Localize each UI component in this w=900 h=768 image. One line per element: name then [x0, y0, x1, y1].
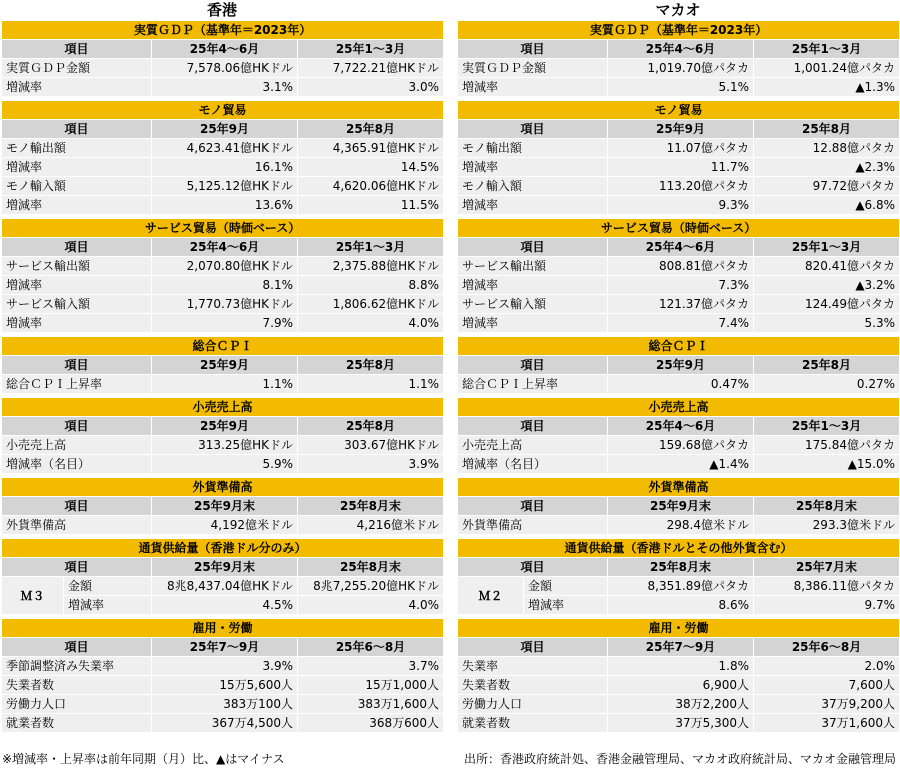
- current-value: 4.5%: [152, 596, 298, 615]
- header-period: 25年8月: [298, 120, 444, 139]
- table-row: [458, 375, 900, 394]
- previous-value: 4.0%: [298, 314, 444, 333]
- money-aggregate-label: Ｍ３: [2, 577, 64, 615]
- header-item: 項目: [458, 356, 608, 375]
- header-item: 項目: [2, 497, 152, 516]
- row-label: サービス輸入額: [458, 295, 608, 314]
- column-header-row: [458, 238, 900, 257]
- region-title: マカオ: [655, 1, 701, 19]
- header-period: 25年1〜3月: [754, 238, 900, 257]
- table-row: [458, 714, 900, 733]
- section-title-row: [458, 398, 900, 417]
- current-value: 383万100人: [152, 695, 298, 714]
- row-label: 増減率: [458, 276, 608, 295]
- column-header-row: [2, 356, 444, 375]
- current-value: 1,770.73億HKドル: [152, 295, 298, 314]
- previous-value: 4,365.91億HKドル: [298, 139, 444, 158]
- header-period: 25年9月末: [608, 497, 754, 516]
- section-title: 外貨準備高: [2, 478, 444, 497]
- column-header-row: [2, 40, 444, 59]
- previous-value: 175.84億パタカ: [754, 436, 900, 455]
- header-item: 項目: [2, 120, 152, 139]
- section-title: 実質ＧＤＰ（基準年＝2023年）: [2, 21, 444, 40]
- previous-value: 820.41億パタカ: [754, 257, 900, 276]
- row-label: 総合ＣＰＩ上昇率: [458, 375, 608, 394]
- current-value: 11.07億パタカ: [608, 139, 754, 158]
- section-title: 通貨供給量（香港ドル分のみ）: [2, 539, 444, 558]
- header-period: 25年8月: [754, 356, 900, 375]
- current-value: 4,192億米ドル: [152, 516, 298, 535]
- previous-value: 37万9,200人: [754, 695, 900, 714]
- current-value: 7.3%: [608, 276, 754, 295]
- column-header-row: [2, 558, 444, 577]
- table-row: [458, 196, 900, 215]
- current-value: 5,125.12億HKドル: [152, 177, 298, 196]
- row-label: 増減率: [64, 596, 152, 615]
- table-row: [458, 577, 900, 596]
- header-period: 25年7月末: [754, 558, 900, 577]
- table-row: [2, 158, 444, 177]
- table-row: [458, 59, 900, 78]
- previous-value: 8兆7,255.20億HKドル: [298, 577, 444, 596]
- hong-kong-column: [1, 0, 443, 733]
- section-title: 実質ＧＤＰ（基準年＝2023年）: [458, 21, 900, 40]
- section-title-row: [2, 219, 444, 238]
- row-label: 増減率（名目）: [458, 455, 608, 474]
- previous-value: 7,722.21億HKドル: [298, 59, 444, 78]
- section-title-row: [2, 398, 444, 417]
- header-period: 25年8月末: [298, 497, 444, 516]
- current-value: 5.1%: [608, 78, 754, 97]
- column-header-row: [458, 120, 900, 139]
- header-item: 項目: [458, 238, 608, 257]
- row-label: 増減率: [458, 158, 608, 177]
- current-value: 0.47%: [608, 375, 754, 394]
- column-header-row: [458, 356, 900, 375]
- table-row: [2, 276, 444, 295]
- header-period: 25年7〜9月: [152, 638, 298, 657]
- current-value: 6,900人: [608, 676, 754, 695]
- source-note: 出所：香港政府統計処、香港金融管理局、マカオ政府統計局、マカオ金融管理局: [463, 752, 896, 766]
- table-row: [458, 177, 900, 196]
- previous-value: 11.5%: [298, 196, 444, 215]
- current-value: 298.4億米ドル: [608, 516, 754, 535]
- header-period: 25年6〜8月: [754, 638, 900, 657]
- row-label: 就業者数: [458, 714, 608, 733]
- table-row: [458, 158, 900, 177]
- current-value: 313.25億HKドル: [152, 436, 298, 455]
- row-label: 増減率: [2, 78, 152, 97]
- table-row: [458, 436, 900, 455]
- current-value: 15万5,600人: [152, 676, 298, 695]
- previous-value: ▲6.8%: [754, 196, 900, 215]
- macau-indicators-table: [457, 20, 900, 733]
- current-value: 7.9%: [152, 314, 298, 333]
- header-period: 25年9月: [152, 120, 298, 139]
- table-row: [458, 455, 900, 474]
- previous-value: 14.5%: [298, 158, 444, 177]
- row-label: 総合ＣＰＩ上昇率: [2, 375, 152, 394]
- row-label: 小売売上高: [458, 436, 608, 455]
- section-title: 総合ＣＰＩ: [2, 337, 444, 356]
- table-row: [2, 657, 444, 676]
- previous-value: 293.3億米ドル: [754, 516, 900, 535]
- table-row: [2, 78, 444, 97]
- column-header-row: [2, 497, 444, 516]
- previous-value: 0.27%: [754, 375, 900, 394]
- header-item: 項目: [458, 497, 608, 516]
- header-period: 25年8月: [298, 356, 444, 375]
- header-period: 25年9月: [152, 417, 298, 436]
- previous-value: 4.0%: [298, 596, 444, 615]
- previous-value: 1,806.62億HKドル: [298, 295, 444, 314]
- header-period: 25年8月末: [608, 558, 754, 577]
- column-header-row: [458, 417, 900, 436]
- previous-value: 1.1%: [298, 375, 444, 394]
- section-title-row: [2, 337, 444, 356]
- row-label: 失業者数: [2, 676, 152, 695]
- previous-value: ▲15.0%: [754, 455, 900, 474]
- section-title: 雇用・労働: [458, 619, 900, 638]
- table-row: [2, 596, 444, 615]
- section-title: モノ貿易: [2, 101, 444, 120]
- column-header-row: [2, 638, 444, 657]
- header-item: 項目: [458, 638, 608, 657]
- row-label: モノ輸出額: [458, 139, 608, 158]
- header-period: 25年4〜6月: [608, 238, 754, 257]
- header-item: 項目: [2, 558, 152, 577]
- section-title-row: [458, 337, 900, 356]
- row-label: 外貨準備高: [2, 516, 152, 535]
- current-value: 8.6%: [608, 596, 754, 615]
- row-label: 金額: [524, 577, 608, 596]
- row-label: 増減率: [2, 314, 152, 333]
- current-value: 159.68億パタカ: [608, 436, 754, 455]
- header-period: 25年9月: [608, 356, 754, 375]
- header-period: 25年9月: [152, 356, 298, 375]
- table-row: [458, 516, 900, 535]
- section-title-row: [458, 21, 900, 40]
- previous-value: 97.72億パタカ: [754, 177, 900, 196]
- header-item: 項目: [2, 40, 152, 59]
- current-value: 1,019.70億パタカ: [608, 59, 754, 78]
- previous-value: 8.8%: [298, 276, 444, 295]
- current-value: 5.9%: [152, 455, 298, 474]
- section-title-row: [2, 21, 444, 40]
- header-period: 25年8月末: [298, 558, 444, 577]
- header-period: 25年7〜9月: [608, 638, 754, 657]
- table-row: [458, 139, 900, 158]
- header-item: 項目: [458, 417, 608, 436]
- current-value: 8,351.89億パタカ: [608, 577, 754, 596]
- row-label: モノ輸出額: [2, 139, 152, 158]
- current-value: 808.81億パタカ: [608, 257, 754, 276]
- row-label: 外貨準備高: [458, 516, 608, 535]
- current-value: 7,578.06億HKドル: [152, 59, 298, 78]
- previous-value: ▲1.3%: [754, 78, 900, 97]
- table-row: [2, 455, 444, 474]
- table-row: [2, 314, 444, 333]
- column-header-row: [458, 558, 900, 577]
- header-period: 25年1〜3月: [298, 238, 444, 257]
- row-label: 増減率: [2, 158, 152, 177]
- row-label: 金額: [64, 577, 152, 596]
- section-title-row: [2, 539, 444, 558]
- section-title: 小売売上高: [2, 398, 444, 417]
- table-row: [2, 714, 444, 733]
- header-period: 25年9月末: [152, 558, 298, 577]
- column-header-row: [2, 120, 444, 139]
- row-label: 労働力人口: [2, 695, 152, 714]
- column-header-row: [458, 638, 900, 657]
- money-aggregate-label: Ｍ２: [458, 577, 524, 615]
- section-title-row: [458, 101, 900, 120]
- current-value: 37万5,300人: [608, 714, 754, 733]
- section-title-row: [458, 478, 900, 497]
- header-item: 項目: [2, 238, 152, 257]
- table-row: [458, 314, 900, 333]
- table-row: [458, 695, 900, 714]
- table-row: [2, 177, 444, 196]
- current-value: 1.1%: [152, 375, 298, 394]
- section-title: 雇用・労働: [2, 619, 444, 638]
- table-row: [2, 257, 444, 276]
- column-header-row: [2, 238, 444, 257]
- hong-kong-indicators-table: [1, 20, 444, 733]
- header-period: 25年8月: [298, 417, 444, 436]
- row-label: サービス輸出額: [458, 257, 608, 276]
- current-value: ▲1.4%: [608, 455, 754, 474]
- row-label: 増減率: [458, 314, 608, 333]
- header-period: 25年4〜6月: [608, 417, 754, 436]
- current-value: 121.37億パタカ: [608, 295, 754, 314]
- previous-value: 9.7%: [754, 596, 900, 615]
- current-value: 9.3%: [608, 196, 754, 215]
- previous-value: ▲3.2%: [754, 276, 900, 295]
- row-label: 実質ＧＤＰ金額: [458, 59, 608, 78]
- table-row: [2, 59, 444, 78]
- header-item: 項目: [458, 120, 608, 139]
- header-period: 25年6〜8月: [298, 638, 444, 657]
- header-period: 25年4〜6月: [152, 40, 298, 59]
- previous-value: 7,600人: [754, 676, 900, 695]
- previous-value: 3.7%: [298, 657, 444, 676]
- current-value: 38万2,200人: [608, 695, 754, 714]
- current-value: 367万4,500人: [152, 714, 298, 733]
- row-label: 失業率: [458, 657, 608, 676]
- table-row: [2, 695, 444, 714]
- row-label: 小売売上高: [2, 436, 152, 455]
- previous-value: 12.88億パタカ: [754, 139, 900, 158]
- current-value: 3.1%: [152, 78, 298, 97]
- previous-value: 2.0%: [754, 657, 900, 676]
- row-label: 失業者数: [458, 676, 608, 695]
- table-row: [458, 657, 900, 676]
- section-title-row: [458, 619, 900, 638]
- previous-value: 5.3%: [754, 314, 900, 333]
- section-title: 外貨準備高: [458, 478, 900, 497]
- header-item: 項目: [2, 356, 152, 375]
- current-value: 113.20億パタカ: [608, 177, 754, 196]
- current-value: 7.4%: [608, 314, 754, 333]
- row-label: 増減率（名目）: [2, 455, 152, 474]
- previous-value: ▲2.3%: [754, 158, 900, 177]
- current-value: 4,623.41億HKドル: [152, 139, 298, 158]
- current-value: 8兆8,437.04億HKドル: [152, 577, 298, 596]
- row-label: サービス輸入額: [2, 295, 152, 314]
- section-title: モノ貿易: [458, 101, 900, 120]
- previous-value: 1,001.24億パタカ: [754, 59, 900, 78]
- row-label: 増減率: [458, 78, 608, 97]
- header-period: 25年8月: [754, 120, 900, 139]
- header-period: 25年9月末: [152, 497, 298, 516]
- header-period: 25年8月末: [754, 497, 900, 516]
- previous-value: 4,216億米ドル: [298, 516, 444, 535]
- header-period: 25年1〜3月: [754, 417, 900, 436]
- header-item: 項目: [2, 638, 152, 657]
- section-title: サービス貿易（時価ベース）: [2, 219, 444, 238]
- header-period: 25年4〜6月: [152, 238, 298, 257]
- table-row: [2, 139, 444, 158]
- previous-value: 124.49億パタカ: [754, 295, 900, 314]
- row-label: モノ輸入額: [2, 177, 152, 196]
- current-value: 11.7%: [608, 158, 754, 177]
- previous-value: 368万600人: [298, 714, 444, 733]
- table-row: [458, 596, 900, 615]
- table-row: [458, 276, 900, 295]
- table-row: [458, 78, 900, 97]
- section-title-row: [2, 619, 444, 638]
- row-label: 増減率: [2, 276, 152, 295]
- macau-column: [457, 0, 899, 733]
- previous-value: 2,375.88億HKドル: [298, 257, 444, 276]
- table-row: [2, 436, 444, 455]
- previous-value: 37万1,600人: [754, 714, 900, 733]
- previous-value: 4,620.06億HKドル: [298, 177, 444, 196]
- table-row: [2, 375, 444, 394]
- row-label: 増減率: [2, 196, 152, 215]
- column-header-row: [458, 40, 900, 59]
- current-value: 1.8%: [608, 657, 754, 676]
- footnote: ※増減率・上昇率は前年同期（月）比、▲はマイナス: [2, 752, 285, 766]
- table-row: [458, 676, 900, 695]
- table-row: [2, 676, 444, 695]
- section-title: 通貨供給量（香港ドルとその他外貨含む）: [458, 539, 900, 558]
- header-period: 25年1〜3月: [298, 40, 444, 59]
- current-value: 13.6%: [152, 196, 298, 215]
- header-period: 25年4〜6月: [608, 40, 754, 59]
- current-value: 16.1%: [152, 158, 298, 177]
- column-header-row: [2, 417, 444, 436]
- header-period: 25年9月: [608, 120, 754, 139]
- header-item: 項目: [2, 417, 152, 436]
- current-value: 2,070.80億HKドル: [152, 257, 298, 276]
- row-label: 就業者数: [2, 714, 152, 733]
- previous-value: 8,386.11億パタカ: [754, 577, 900, 596]
- current-value: 3.9%: [152, 657, 298, 676]
- row-label: 労働力人口: [458, 695, 608, 714]
- current-value: 8.1%: [152, 276, 298, 295]
- previous-value: 3.0%: [298, 78, 444, 97]
- previous-value: 383万1,600人: [298, 695, 444, 714]
- previous-value: 15万1,000人: [298, 676, 444, 695]
- section-title-row: [458, 219, 900, 238]
- table-row: [458, 257, 900, 276]
- region-title: 香港: [206, 1, 237, 19]
- header-period: 25年1〜3月: [754, 40, 900, 59]
- header-item: 項目: [458, 40, 608, 59]
- section-title: サービス貿易（時価ベース）: [458, 219, 900, 238]
- row-label: 増減率: [458, 196, 608, 215]
- previous-value: 3.9%: [298, 455, 444, 474]
- previous-value: 303.67億HKドル: [298, 436, 444, 455]
- row-label: サービス輸出額: [2, 257, 152, 276]
- section-title: 総合ＣＰＩ: [458, 337, 900, 356]
- section-title-row: [2, 478, 444, 497]
- row-label: モノ輸入額: [458, 177, 608, 196]
- table-row: [458, 295, 900, 314]
- header-item: 項目: [458, 558, 608, 577]
- table-row: [2, 577, 444, 596]
- column-header-row: [458, 497, 900, 516]
- section-title-row: [458, 539, 900, 558]
- row-label: 季節調整済み失業率: [2, 657, 152, 676]
- table-row: [2, 516, 444, 535]
- section-title: 小売売上高: [458, 398, 900, 417]
- row-label: 増減率: [524, 596, 608, 615]
- row-label: 実質ＧＤＰ金額: [2, 59, 152, 78]
- table-row: [2, 196, 444, 215]
- section-title-row: [2, 101, 444, 120]
- table-row: [2, 295, 444, 314]
